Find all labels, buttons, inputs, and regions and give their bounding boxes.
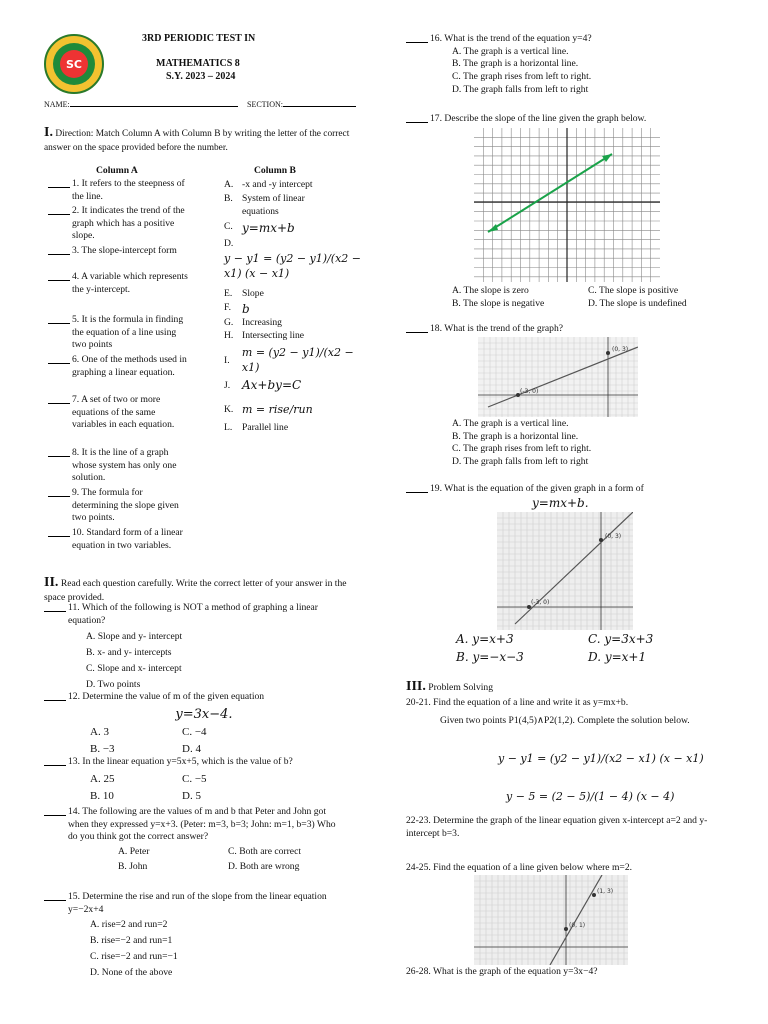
answer-blank[interactable] bbox=[48, 527, 70, 537]
column-a-item: 3. The slope-intercept form bbox=[48, 245, 196, 271]
option[interactable]: A. Peter bbox=[118, 845, 150, 857]
option[interactable]: C. −4 bbox=[182, 725, 207, 738]
svg-text:(-3, 0): (-3, 0) bbox=[531, 599, 550, 606]
option[interactable]: D. 4 bbox=[182, 743, 201, 756]
option[interactable]: B. John bbox=[118, 860, 148, 872]
equation: y=3x−4. bbox=[175, 706, 233, 722]
answer-blank[interactable] bbox=[406, 483, 428, 493]
option[interactable]: C. Slope and x- intercept bbox=[86, 663, 182, 675]
name-field[interactable] bbox=[44, 97, 238, 111]
answer-blank[interactable] bbox=[48, 205, 70, 215]
column-b-list bbox=[224, 179, 374, 436]
option[interactable]: D. The graph falls from left to right bbox=[452, 455, 589, 467]
test-title-line1: 3RD PERIODIC TEST IN bbox=[142, 33, 256, 44]
section-field[interactable] bbox=[247, 97, 356, 111]
school-logo bbox=[44, 34, 104, 94]
formula-substituted: y − 5 = (2 − 5)/(1 − 4) (x − 4) bbox=[506, 790, 675, 803]
answer-blank[interactable] bbox=[48, 487, 70, 497]
svg-text:SC: SC bbox=[66, 58, 82, 71]
option[interactable]: B. x- and y- intercepts bbox=[86, 647, 172, 659]
problem-24-25: 24-25. Find the equation of a line given below where m=2. bbox=[406, 862, 633, 873]
answer-blank[interactable] bbox=[44, 756, 66, 766]
part2-roman: II. bbox=[44, 575, 59, 590]
column-b-item: C. y=mx+b bbox=[224, 221, 295, 235]
answer-blank[interactable] bbox=[44, 602, 66, 612]
column-a-item: 7. A set of two or more equations of the same variables in each equation. bbox=[48, 394, 196, 447]
formula-two-point: y − y1 = (y2 − y1)/(x2 − x1) (x − x1) bbox=[224, 252, 361, 280]
column-b-item: D. bbox=[224, 238, 234, 249]
option[interactable]: B. The graph is a horizontal line. bbox=[452, 430, 579, 442]
question-15: 15. Determine the rise and run of the slope from the linear equation y=−2x+4 A. rise=2 and run=2 B. rise=−2 and run=1 C. rise=−2 and run=−1 D. None of the above bbox=[44, 891, 364, 981]
q18-graph bbox=[478, 337, 638, 417]
option[interactable]: A. Slope and y- intercept bbox=[86, 631, 183, 643]
column-a-item: 8. It is the line of a graph whose system has only one solution. bbox=[48, 447, 196, 487]
section-label: SECTION: bbox=[247, 100, 283, 109]
option[interactable]: B. The slope is negative bbox=[452, 297, 545, 309]
answer-blank[interactable] bbox=[406, 33, 428, 43]
option[interactable]: A. 3 bbox=[90, 725, 109, 738]
question-18: 18. What is the trend of the graph? bbox=[406, 323, 746, 336]
option[interactable]: A. The slope is zero bbox=[452, 285, 529, 296]
question-13: 13. In the linear equation y=5x+5, which is the value of b? A. 25 C. −5 B. 10 D. 5 bbox=[44, 756, 364, 804]
column-a-item: 2. It indicates the trend of the graph which has a positive slope. bbox=[48, 205, 196, 245]
answer-blank[interactable] bbox=[48, 447, 70, 457]
name-label: NAME: bbox=[44, 100, 70, 109]
column-a-item: 1. It refers to the steepness of the line. bbox=[48, 178, 196, 205]
test-title-line3: S.Y. 2023 – 2024 bbox=[166, 71, 236, 82]
option[interactable]: B. The graph is a horizontal line. bbox=[452, 58, 579, 70]
option[interactable]: B. y=−x−3 bbox=[456, 649, 524, 664]
column-b-item: H. Intersecting line bbox=[224, 330, 305, 341]
option[interactable]: C. The graph rises from left to right. bbox=[452, 70, 592, 82]
answer-blank[interactable] bbox=[48, 245, 70, 255]
svg-text:(-3, 0): (-3, 0) bbox=[520, 388, 539, 395]
option[interactable]: B. rise=−2 and run=1 bbox=[90, 935, 173, 947]
column-b-item: B. System of linear equations bbox=[224, 193, 305, 217]
test-title-line2: MATHEMATICS 8 bbox=[156, 58, 240, 69]
option[interactable]: A. rise=2 and run=2 bbox=[90, 919, 168, 931]
column-b-title: Column B bbox=[254, 165, 296, 176]
column-a-item: 5. It is the formula in finding the equation of a line using two points bbox=[48, 314, 196, 354]
column-a-item: 6. One of the methods used in graphing a linear equation. bbox=[48, 354, 196, 394]
option[interactable]: A. 25 bbox=[90, 772, 115, 785]
q17-options bbox=[452, 285, 738, 310]
option[interactable]: B. 10 bbox=[90, 790, 114, 803]
part1-roman: I. bbox=[44, 125, 53, 140]
problem-26-28: 26-28. What is the graph of the equation y=3x−4? bbox=[406, 966, 598, 977]
column-a-title: Column A bbox=[96, 165, 138, 176]
column-b-item: E. Slope bbox=[224, 288, 264, 299]
svg-text:(1, 3): (1, 3) bbox=[597, 888, 614, 895]
column-b-item: A. -x and -y intercept bbox=[224, 179, 313, 190]
part2-direction: II. Read each question carefully. Write the correct letter of your answer in the space provided. bbox=[44, 575, 347, 604]
option[interactable]: C. y=3x+3 bbox=[588, 632, 654, 646]
column-b-item: I. m = (y2 − y1)/(x2 − x1) bbox=[224, 346, 354, 374]
option[interactable]: C. −5 bbox=[182, 772, 207, 785]
answer-blank[interactable] bbox=[44, 891, 66, 901]
column-a-item: 10. Standard form of a linear equation in two variables. bbox=[48, 527, 196, 567]
problem-20-21: 20-21. Find the equation of a line and write it as y=mx+b. Given two points P1(4,5)∧P2(1,2). Complete the solution below. bbox=[406, 697, 690, 726]
option[interactable]: C. Both are correct bbox=[228, 845, 301, 857]
answer-blank[interactable] bbox=[48, 314, 70, 324]
option[interactable]: B. −3 bbox=[90, 743, 115, 756]
formula-point-slope: y − y1 = (y2 − y1)/(x2 − x1) (x − x1) bbox=[498, 752, 704, 765]
question-16: 16. What is the trend of the equation y=4? A. The graph is a vertical line. B. The graph is a horizontal line. C. The graph rises from left to right. D. The graph falls from left to right bbox=[406, 33, 746, 96]
option[interactable]: A. y=x+3 bbox=[456, 632, 514, 646]
problem-22-23: 22-23. Determine the graph of the linear equation given x-intercept a=2 and y-intercept b=3. bbox=[406, 815, 708, 839]
option[interactable]: D. None of the above bbox=[90, 967, 173, 979]
option[interactable]: D. Both are wrong bbox=[228, 860, 300, 872]
answer-blank[interactable] bbox=[406, 323, 428, 333]
column-a-list bbox=[48, 178, 196, 567]
q19-graph bbox=[497, 512, 633, 630]
q19-options bbox=[456, 632, 708, 666]
answer-blank[interactable] bbox=[44, 691, 66, 701]
q18-options bbox=[452, 418, 591, 469]
option[interactable]: A. The graph is a vertical line. bbox=[452, 418, 569, 429]
column-b-item: L. Parallel line bbox=[224, 422, 289, 433]
option[interactable]: C. The graph rises from left to right. bbox=[452, 443, 592, 455]
svg-text:(0, 3): (0, 3) bbox=[605, 533, 622, 540]
answer-blank[interactable] bbox=[44, 806, 66, 816]
option[interactable]: D. The graph falls from left to right bbox=[452, 83, 589, 95]
column-a-item: 9. The formula for determining the slope given two points. bbox=[48, 487, 196, 527]
q17-graph-svg bbox=[474, 128, 660, 282]
answer-blank[interactable] bbox=[406, 113, 428, 123]
column-b-item: F. b bbox=[224, 302, 250, 316]
option[interactable]: D. 5 bbox=[182, 790, 201, 803]
option[interactable]: A. The graph is a vertical line. bbox=[452, 45, 569, 57]
q17-graph bbox=[474, 128, 660, 282]
part3-heading: III. Problem Solving bbox=[406, 679, 494, 694]
column-b-item: G. Increasing bbox=[224, 317, 282, 328]
option[interactable]: D. The slope is undefined bbox=[588, 297, 687, 309]
option[interactable]: D. Two points bbox=[86, 679, 141, 691]
svg-text:(0, 1): (0, 1) bbox=[569, 922, 586, 929]
answer-blank[interactable] bbox=[48, 394, 70, 404]
part1-direction bbox=[44, 124, 360, 155]
part1-direction-text: Direction: Match Column A with Column B by writing the letter of the correct answer on the space provided before the number. bbox=[44, 129, 350, 154]
option[interactable]: D. y=x+1 bbox=[588, 649, 647, 664]
question-11: 11. Which of the following is NOT a method of graphing a linear equation? A. Slope and y- intercept B. x- and y- intercepts C. Slope and x- intercept D. Two points bbox=[44, 602, 364, 693]
column-b-item: K. m = rise/run bbox=[224, 402, 313, 416]
answer-blank[interactable] bbox=[48, 178, 70, 188]
question-12: 12. Determine the value of m of the given equation y=3x−4. A. 3 C. −4 B. −3 D. 4 bbox=[44, 691, 364, 757]
p24-graph bbox=[474, 875, 628, 965]
question-19: 19. What is the equation of the given graph in a form of y=mx+b. bbox=[406, 483, 746, 511]
svg-text:(0, 3): (0, 3) bbox=[612, 346, 629, 353]
option[interactable]: C. The slope is positive bbox=[588, 285, 679, 296]
answer-blank[interactable] bbox=[48, 354, 70, 364]
question-14: 14. The following are the values of m and b that Peter and John got when they expressed y=x+3. (Peter: m=3, b=3; John: m=1, b=3) Who do you think got the correct answer? A. Peter C. Both are correct B. John D. Both are wrong bbox=[44, 806, 364, 873]
column-b-item: J. Ax+by=C bbox=[224, 378, 302, 393]
answer-blank[interactable] bbox=[48, 271, 70, 281]
question-17: 17. Describe the slope of the line given the graph below. bbox=[406, 113, 746, 126]
option[interactable]: C. rise=−2 and run=−1 bbox=[90, 951, 178, 963]
column-a-item: 4. A variable which represents the y-intercept. bbox=[48, 271, 196, 314]
